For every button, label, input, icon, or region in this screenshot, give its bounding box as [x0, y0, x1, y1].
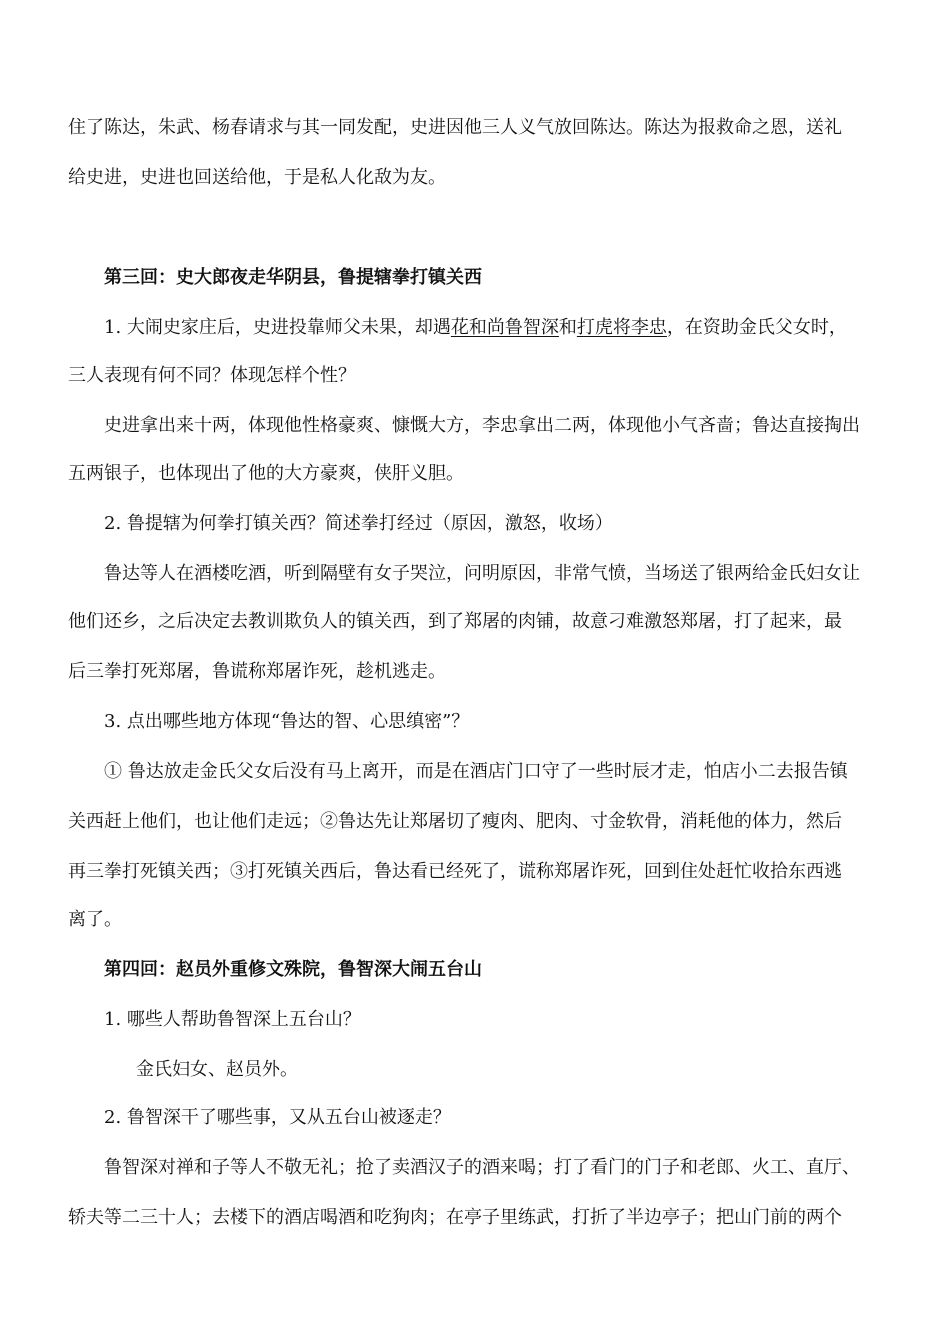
chapter-3-question-1-line-1 — [104, 316, 847, 340]
chapter-4-question-2: 2. 鲁智深干了哪些事，又从五台山被逐走？ — [104, 1107, 451, 1128]
chapter-4-answer-2-line-2: 轿夫等二三十人；去楼下的酒店喝酒和吃狗肉；在亭子里练武，打折了半边亭子；把山门前的两个 — [68, 1207, 842, 1228]
paragraph-chen-da-line-2: 给史进，史进也回送给他，于是私人化敌为友。 — [68, 167, 446, 188]
underlined-name-lu-zhishen: 花和尚鲁智深 — [450, 317, 559, 338]
chapter-3-answer-3-line-1: ① 鲁达放走金氏父女后没有马上离开，而是在酒店门口守了一些时辰才走，怕店小二去报告镇 — [104, 761, 848, 782]
chapter-3-answer-1-line-1: 史进拿出来十两，体现他性格豪爽、慷慨大方，李忠拿出二两，体现他小气吝啬；鲁达直接掏出 — [104, 415, 860, 436]
question-text: 和 — [558, 317, 577, 338]
chapter-3-answer-2-line-2: 他们还乡，之后决定去教训欺负人的镇关西，到了郑屠的肉铺，故意刁难激怒郑屠，打了起来，最 — [68, 611, 842, 632]
chapter-4-answer-2-line-1: 鲁智深对禅和子等人不敬无礼；抢了卖酒汉子的酒来喝；打了看门的门子和老郎、火工、直厅、 — [104, 1157, 860, 1178]
chapter-4-question-1: 1. 哪些人帮助鲁智深上五台山？ — [104, 1009, 361, 1030]
chapter-3-question-2: 2. 鲁提辖为何拳打镇关西？简述拳打经过（原因，激怒，收场） — [104, 513, 613, 534]
chapter-3-question-1-line-2: 三人表现有何不同？体现怎样个性？ — [68, 365, 356, 386]
paragraph-chen-da-line-1: 住了陈达，朱武、杨春请求与其一同发配，史进因他三人义气放回陈达。陈达为报救命之恩，送礼 — [68, 117, 842, 138]
chapter-3-answer-3-line-4: 离了。 — [68, 909, 122, 930]
chapter-3-answer-1-line-2: 五两银子，也体现出了他的大方豪爽，侠肝义胆。 — [68, 463, 464, 484]
chapter-4-answer-1: 金氏妇女、赵员外。 — [136, 1059, 298, 1080]
chapter-3-question-3: 3. 点出哪些地方体现“鲁达的智、心思缜密”？ — [104, 711, 470, 732]
chapter-3-answer-2-line-3: 后三拳打死郑屠，鲁谎称郑屠诈死，趁机逃走。 — [68, 661, 446, 682]
question-text: ，在资助金氏父女时， — [666, 317, 847, 338]
underlined-name-li-zhong: 打虎将李忠 — [576, 317, 667, 338]
chapter-3-title: 第三回：史大郎夜走华阴县，鲁提辖拳打镇关西 — [104, 267, 482, 288]
question-text: 1. 大闹史家庄后，史进投靠师父未果，却遇 — [104, 317, 451, 338]
chapter-3-answer-3-line-3: 再三拳打死镇关西；③打死镇关西后，鲁达看已经死了，谎称郑屠诈死，回到住处赶忙收拾东西逃 — [68, 861, 842, 882]
chapter-3-answer-2-line-1: 鲁达等人在酒楼吃酒，听到隔壁有女子哭泣，问明原因，非常气愤，当场送了银两给金氏妇女让 — [104, 563, 860, 584]
chapter-3-answer-3-line-2: 关西赶上他们，也让他们走远；②鲁达先让郑屠切了瘦肉、肥肉、寸金软骨，消耗他的体力，然后 — [68, 811, 842, 832]
chapter-4-title: 第四回：赵员外重修文殊院，鲁智深大闹五台山 — [104, 959, 482, 980]
